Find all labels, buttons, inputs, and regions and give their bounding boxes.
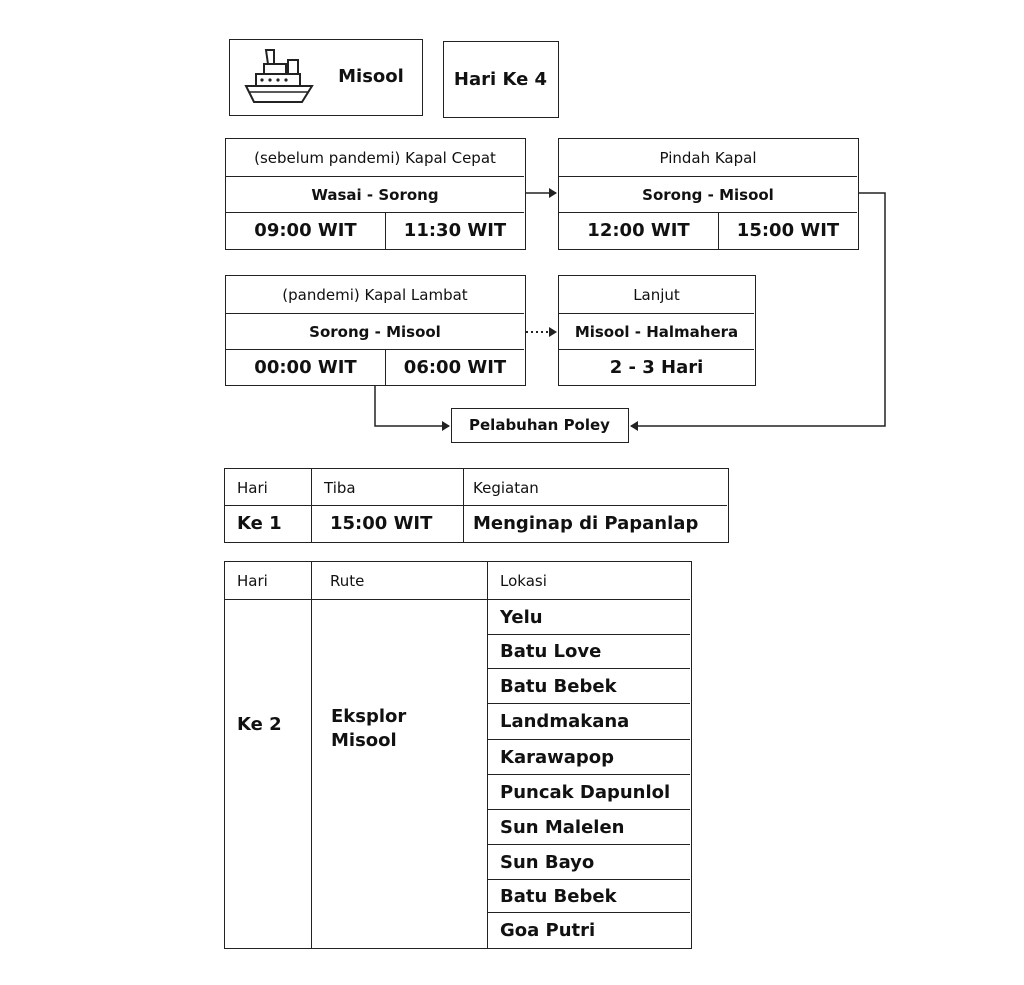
- fast-ferry-depart: 09:00 WIT: [254, 220, 357, 241]
- table2-header-location: Lokasi: [500, 571, 547, 590]
- table1-header-arrival: Tiba: [324, 478, 356, 497]
- location-item: Goa Putri: [500, 920, 596, 941]
- location-item: Batu Bebek: [488, 669, 690, 704]
- table1-arrival: 15:00 WIT: [330, 513, 433, 534]
- location-item: Yelu: [488, 600, 690, 635]
- arrow-slow-to-port: [375, 386, 449, 426]
- table1-activity: Menginap di Papanlap: [473, 513, 699, 534]
- day-title: Hari Ke 4: [453, 68, 548, 90]
- slow-ferry-route: Sorong - Misool: [309, 322, 441, 341]
- table2-route-line2: Misool: [331, 730, 397, 751]
- table1-day: Ke 1: [237, 513, 282, 534]
- location-item: Batu Bebek: [488, 880, 690, 913]
- location-item: Landmakana: [488, 704, 690, 740]
- arrow-transfer-to-port: [631, 193, 885, 426]
- transfer-depart: 12:00 WIT: [587, 220, 690, 241]
- slow-ferry-arrive: 06:00 WIT: [403, 356, 507, 378]
- transfer-title: Pindah Kapal: [659, 148, 757, 167]
- explore-table: [224, 561, 692, 949]
- location-item: Batu Love: [488, 635, 690, 669]
- table2-day: Ke 2: [237, 713, 282, 735]
- continue-title: Lanjut: [633, 285, 680, 304]
- location-item: Sun Malelen: [488, 810, 690, 845]
- continue-duration: 2 - 3 Hari: [609, 356, 704, 378]
- location-title: Misool: [338, 65, 404, 87]
- location-item: Sun Bayo: [488, 845, 690, 880]
- transfer-route: Sorong - Misool: [642, 185, 774, 204]
- table2-route: [331, 705, 481, 753]
- table2-header-day: Hari: [237, 571, 268, 590]
- fast-ferry-route: Wasai - Sorong: [311, 185, 439, 204]
- table1-header-day: Hari: [237, 478, 268, 497]
- slow-ferry-depart: 00:00 WIT: [254, 356, 357, 378]
- location-list: [488, 600, 690, 948]
- fast-ferry-arrive: 11:30 WIT: [403, 220, 507, 241]
- continue-route: Misool - Halmahera: [574, 322, 739, 341]
- location-item: Karawapop: [488, 740, 690, 775]
- table1-header-activity: Kegiatan: [473, 478, 539, 497]
- arrival-table: [224, 468, 729, 543]
- transfer-arrive: 15:00 WIT: [736, 220, 840, 241]
- location-item: Puncak Dapunlol: [488, 775, 690, 810]
- port-label: Pelabuhan Poley: [469, 416, 610, 434]
- table2-header-route: Rute: [330, 571, 365, 590]
- fast-ferry-title: (sebelum pandemi) Kapal Cepat: [254, 148, 496, 167]
- table2-route-line1: Eksplor: [331, 706, 407, 727]
- slow-ferry-title: (pandemi) Kapal Lambat: [282, 285, 468, 304]
